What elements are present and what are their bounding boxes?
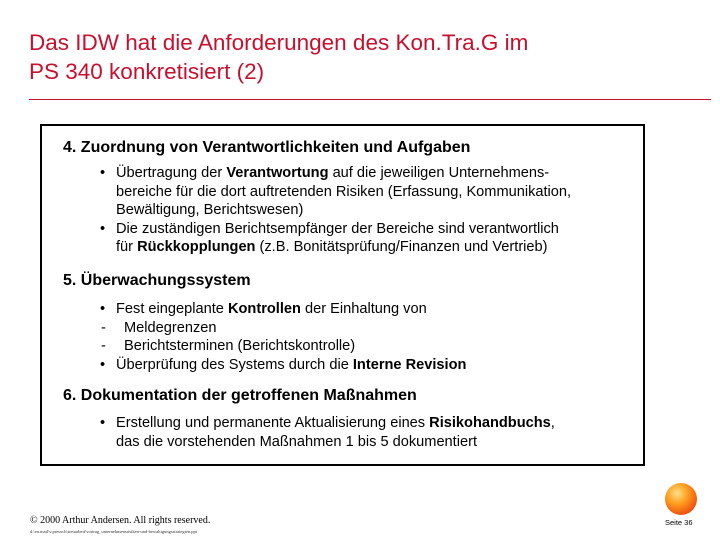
dash-mark: -	[101, 338, 106, 355]
bullet-line: das die vorstehenden Maßnahmen 1 bis 5 dokumentiert	[116, 433, 478, 450]
copyright-notice: © 2000 Arthur Andersen. All rights reserved.	[30, 515, 211, 526]
bullet-mark: •	[100, 415, 106, 431]
bullet-text-bold: Rückkopplungen	[137, 239, 256, 256]
slide-title	[29, 28, 669, 86]
content-box	[40, 124, 645, 466]
file-path: d:\eu.mail\v.preusch\treuarbeit\vortrag_unternehmensrisiken-und-bewaltigungsstrategien.ppt	[30, 529, 198, 534]
bullet-text: (z.B. Bonitätsprüfung/Finanzen und Vertrieb)	[255, 239, 548, 256]
bullet-line: bereiche für die dort auftretenden Risiken (Erfassung, Kommunikation,	[116, 183, 572, 200]
bullet-text: der Einhaltung von	[300, 301, 427, 317]
bullet-list-6	[98, 414, 633, 451]
bullet-text: Überprüfung des Systems durch die	[116, 356, 353, 373]
section-heading-5: 5. Überwachungssystem	[63, 272, 251, 289]
bullet-text-bold: Interne Revision	[352, 356, 467, 373]
bullet-line: Die zuständigen Berichtsempfänger der Bereiche sind verantwortlich	[116, 220, 559, 237]
page-number: Seite 36	[665, 518, 693, 527]
bullet-text: ,	[550, 415, 555, 431]
list-item	[98, 164, 633, 220]
bullet-list-4	[98, 164, 633, 257]
bullet-mark: •	[100, 301, 106, 317]
title-rule	[29, 99, 711, 100]
bullet-mark: •	[100, 165, 106, 181]
bullet-line: Bewältigung, Berichtswesen)	[116, 202, 304, 219]
dash-mark: -	[101, 319, 106, 336]
list-item	[98, 300, 633, 319]
sub-item-text: Meldegrenzen	[124, 319, 217, 336]
sub-item-text: Berichtsterminen (Berichtskontrolle)	[124, 338, 356, 355]
section-heading-4: 4. Zuordnung von Verantwortlichkeiten und Aufgaben	[63, 139, 471, 156]
bullet-line	[116, 356, 633, 375]
sub-list-item	[98, 319, 633, 338]
bullet-text-bold: Risikohandbuchs	[429, 415, 551, 431]
bullet-line	[116, 414, 633, 433]
bullet-text-bold: Kontrollen	[227, 301, 301, 317]
section-heading-6: 6. Dokumentation der getroffenen Maßnahmen	[63, 387, 417, 404]
bullet-list-5	[98, 300, 633, 374]
bullet-line	[116, 164, 633, 183]
bullet-line	[116, 300, 633, 319]
sub-list-item	[98, 337, 633, 356]
slide-title-line2: PS 340 konkretisiert (2)	[29, 59, 265, 84]
list-item	[98, 220, 633, 257]
bullet-text-bold: Verantwortung	[226, 165, 329, 181]
bullet-mark: •	[100, 220, 106, 237]
orange-sphere-logo-icon	[665, 483, 697, 515]
list-item	[98, 414, 633, 451]
bullet-line	[116, 238, 633, 257]
bullet-text: Erstellung und permanente Aktualisierung eines	[116, 415, 430, 431]
list-item	[98, 356, 633, 375]
bullet-mark: •	[100, 356, 106, 373]
bullet-text: Übertragung der	[116, 165, 227, 181]
slide-title-line1: Das IDW hat die Anforderungen des Kon.Tra.G im	[29, 30, 529, 55]
bullet-text: Fest eingeplante	[116, 301, 228, 317]
bullet-text: auf die jeweiligen Unternehmens-	[328, 165, 550, 181]
bullet-text: für	[116, 239, 138, 256]
